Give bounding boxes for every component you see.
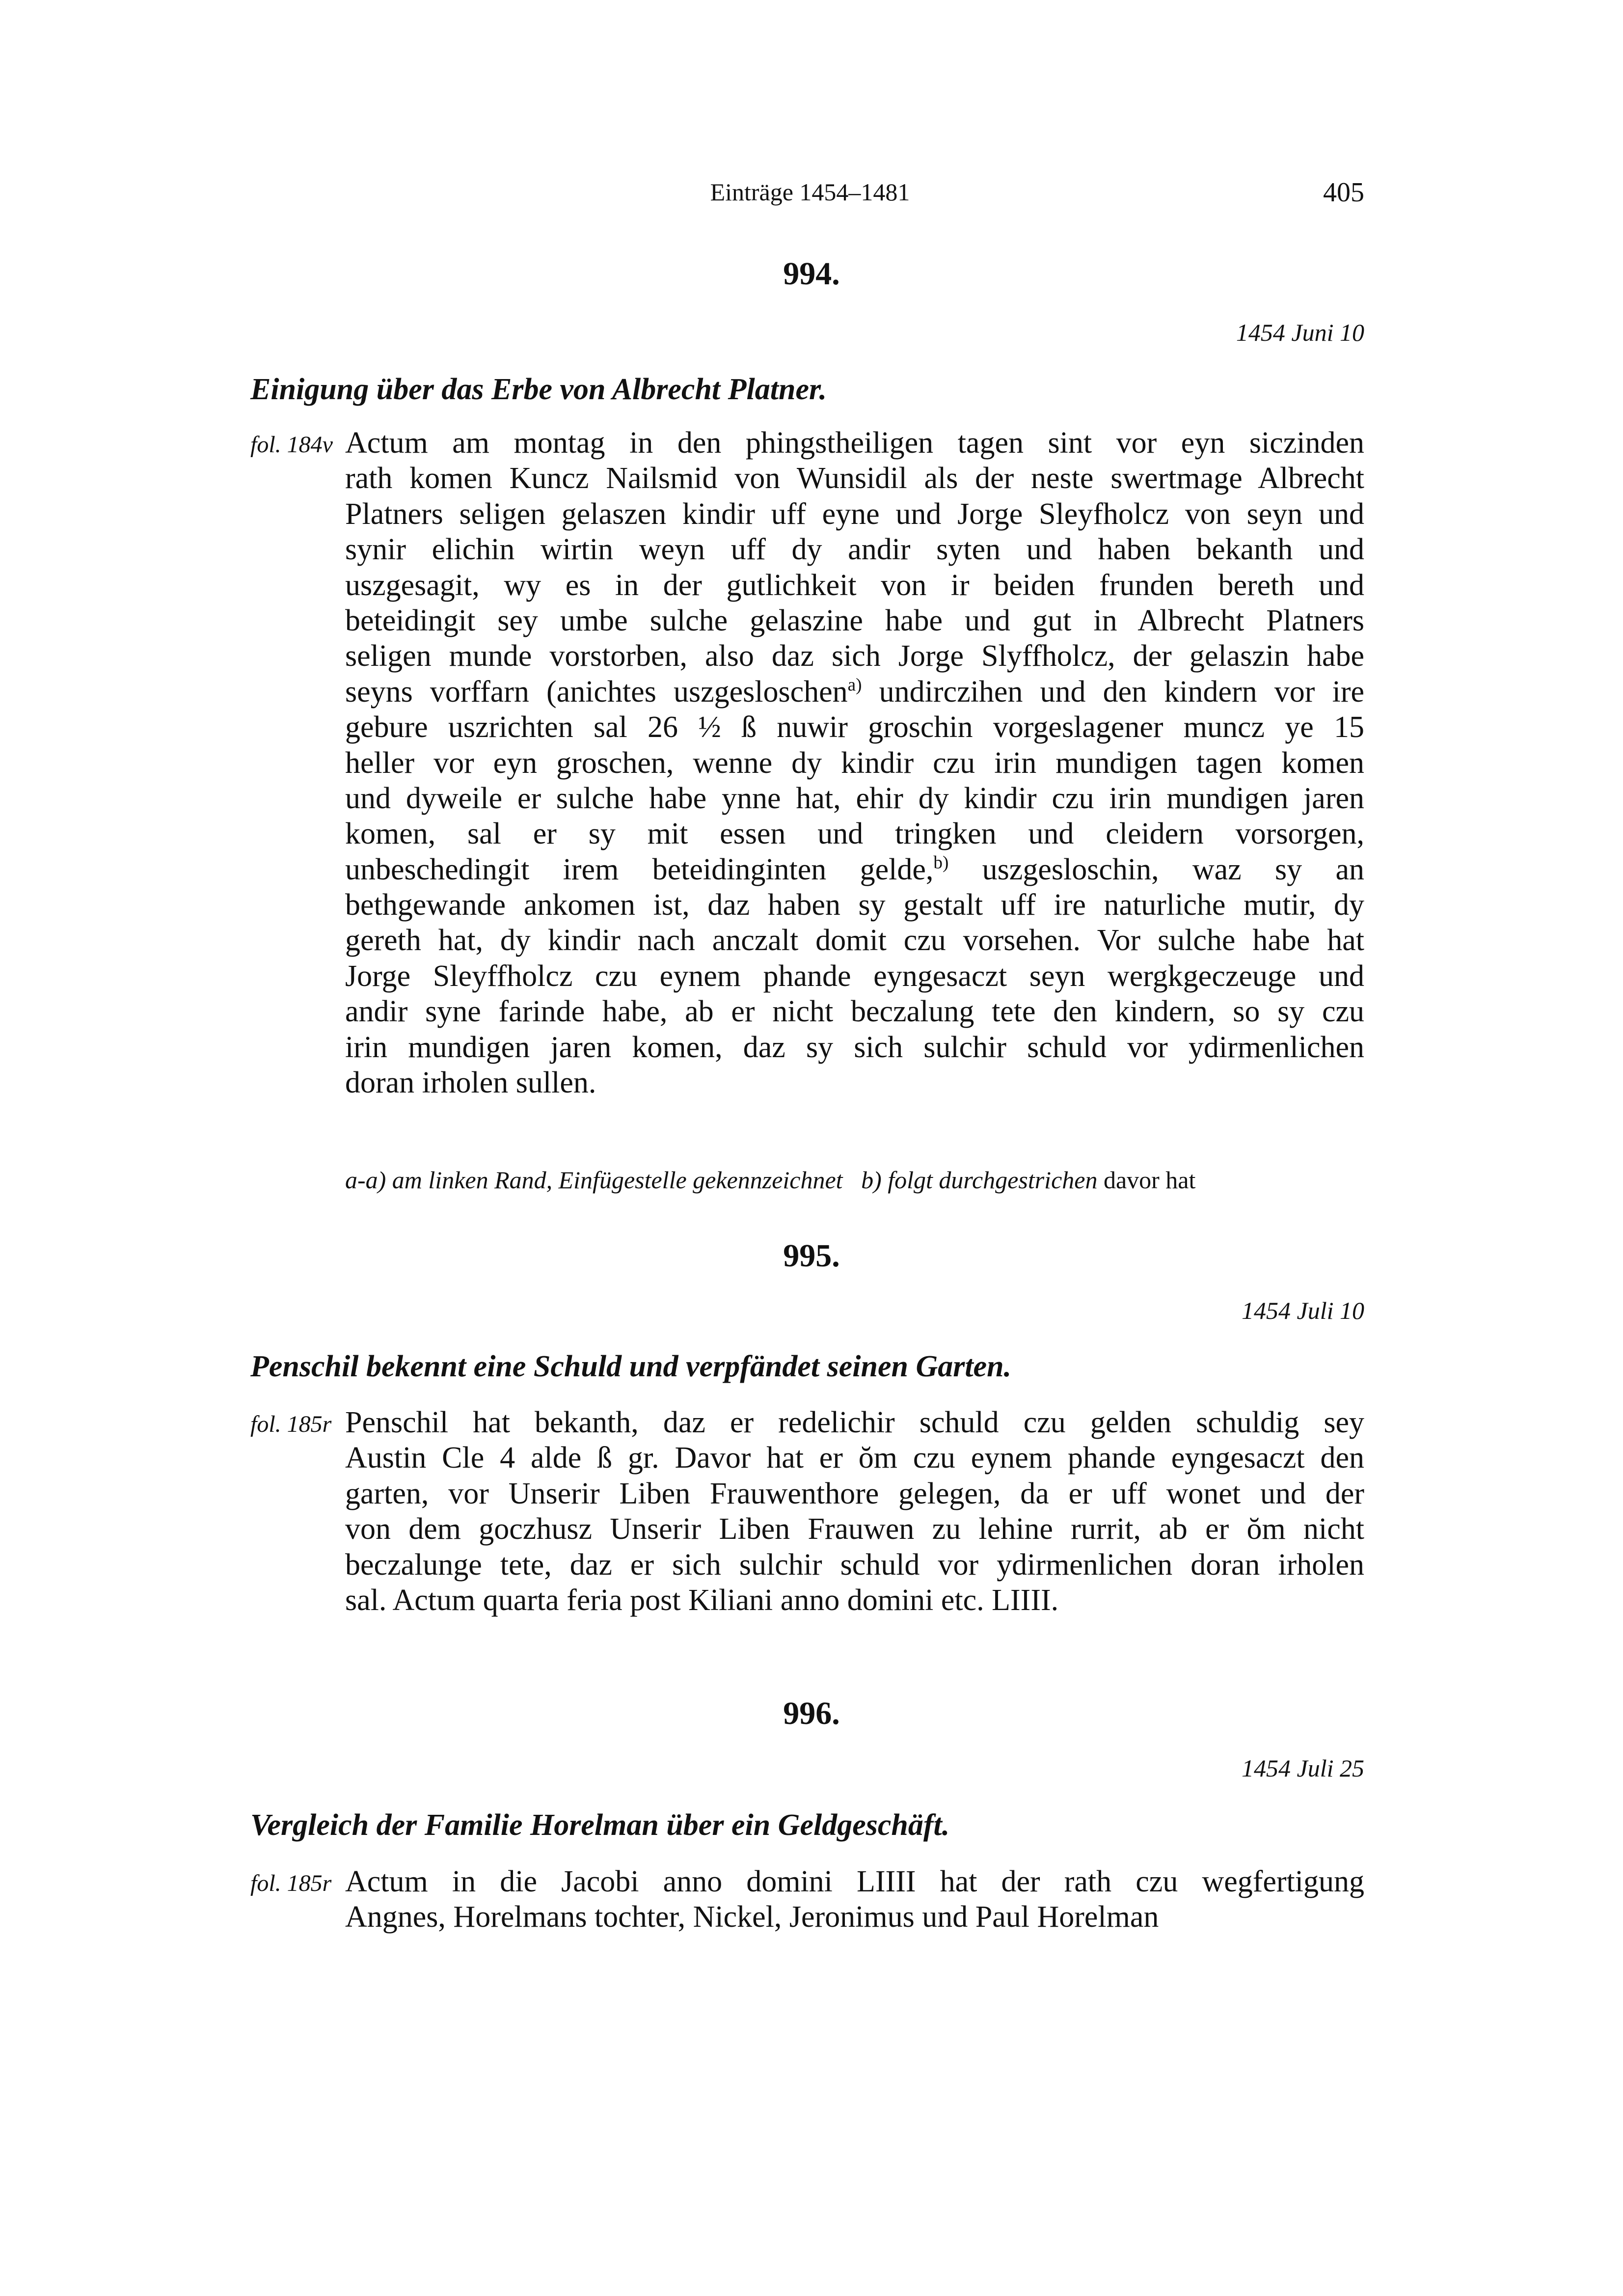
body-text-segment: beteidingit sey umbe sulche gelaszine habe und gut in Albrecht Platners (345, 603, 1364, 637)
body-text-segment: sal. Actum quarta feria post Kiliani anno domini etc. LIIII. (345, 1583, 1059, 1617)
body-text-segment: Jorge Sleyffholcz czu eynem phande eyngesaczt seyn wergkgeczeuge und (345, 959, 1364, 993)
body-text-segment: Austin Cle 4 alde ß gr. Davor hat er ŏm czu eynem phande eyngesaczt den (345, 1441, 1364, 1475)
body-line (345, 1476, 1364, 1511)
body-text-segment: und dyweile er sulche habe ynne hat, ehir dy kindir czu irin mundigen jaren (345, 781, 1364, 815)
body-text-segment: gereth hat, dy kindir nach anczalt domit czu vorsehen. Vor sulche habe hat (345, 924, 1364, 957)
body-line (345, 1864, 1364, 1899)
body-text-segment: undirczihen und den kindern vor ire (862, 675, 1364, 709)
entry-title-994: Einigung über das Erbe von Albrecht Platner. (250, 373, 827, 406)
body-text-segment: bethgewande ankomen ist, daz haben sy gestalt uff ire naturliche mutir, dy (345, 888, 1364, 922)
body-text-segment: uszgesloschin, waz sy an (948, 852, 1364, 886)
entry-number-994: 994. (783, 256, 840, 292)
body-text-segment: uszgesagit, wy es in der gutlichkeit von ir beiden frunden bereth und (345, 568, 1364, 602)
body-text-segment: Platners seligen gelaszen kindir uff eyne und Jorge Sleyfholcz von seyn und (345, 497, 1364, 531)
body-text-segment: komen, sal er sy mit essen und tringken und cleidern vorsorgen, (345, 817, 1364, 851)
entry-date-994: 1454 Juni 10 (1236, 319, 1364, 346)
body-text-segment: gebure uszrichten sal 26 ½ ß nuwir groschin vorgeslagener muncz ye 15 (345, 711, 1364, 744)
body-text-segment: synir elichin wirtin weyn uff dy andir syten und haben bekanth und (345, 533, 1364, 567)
body-line (345, 1405, 1364, 1440)
entry-date-996: 1454 Juli 25 (1242, 1754, 1364, 1782)
footnote-marker: a) (847, 675, 862, 695)
running-title: Einträge 1454–1481 (710, 178, 910, 206)
body-line (345, 568, 1364, 603)
body-line (345, 710, 1364, 745)
body-line (345, 1511, 1364, 1547)
body-text-segment: nichtes uszgesloschen (570, 675, 848, 709)
body-text-segment: seligen munde vorstorben, also daz sich Jorge Slyffholcz, der gelaszin habe (345, 639, 1364, 673)
entry-number-996: 996. (783, 1695, 840, 1731)
body-line (345, 1065, 1364, 1100)
body-text-segment: Penschil hat bekanth, daz er redelichir schuld czu gelden schuldig sey (345, 1406, 1364, 1439)
body-line (345, 816, 1364, 851)
body-line (345, 425, 1364, 461)
body-line (345, 1583, 1364, 1618)
body-line (345, 923, 1364, 958)
body-line (345, 532, 1364, 567)
body-text-segment: beczalunge tete, daz er sich sulchir schuld vor ydirmenlichen doran irholen (345, 1548, 1364, 1582)
body-text-segment: unbeschedingit irem beteidinginten gelde, (345, 852, 934, 886)
entry-date-995: 1454 Juli 10 (1242, 1297, 1364, 1324)
body-text-segment: Actum am montag in den phingstheiligen tagen sint vor eyn siczinden (345, 426, 1364, 460)
entry-body-995 (345, 1405, 1364, 1618)
footnote-b-text: davor hat (1103, 1166, 1196, 1194)
body-text-segment: seyns vorffarn (a (345, 675, 570, 709)
footnote-a: a-a) am linken Rand, Einfügestelle gekennzeichnet (345, 1166, 843, 1194)
body-line (345, 461, 1364, 496)
body-text-segment: andir syne farinde habe, ab er nicht beczalung tete den kindern, so sy czu (345, 995, 1364, 1029)
body-line (345, 745, 1364, 781)
body-line (345, 781, 1364, 816)
body-text-segment: Actum in die Jacobi anno domini LIIII hat der rath czu wegfertigung (345, 1865, 1364, 1898)
body-line (345, 1030, 1364, 1065)
body-line (345, 887, 1364, 923)
folio-996: fol. 185r (250, 1870, 332, 1896)
body-text-segment: irin mundigen jaren komen, daz sy sich sulchir schuld vor ydirmenlichen (345, 1030, 1364, 1064)
body-line (345, 994, 1364, 1029)
folio-995: fol. 185r (250, 1411, 332, 1437)
body-text-segment: rath komen Kuncz Nailsmid von Wunsidil als der neste swertmage Albrecht (345, 462, 1364, 495)
entry-body-994 (345, 425, 1364, 1100)
body-text-segment: garten, vor Unserir Liben Frauwenthore gelegen, da er uff wonet und der (345, 1476, 1364, 1510)
body-text-segment: Angnes, Horelmans tochter, Nickel, Jeronimus und Paul Horelman (345, 1900, 1159, 1934)
body-line (345, 852, 1364, 887)
body-line (345, 1547, 1364, 1583)
body-line (345, 674, 1364, 710)
page-number: 405 (1323, 177, 1364, 208)
body-line (345, 603, 1364, 638)
entry-body-996 (345, 1864, 1364, 1935)
body-text-segment: heller vor eyn groschen, wenne dy kindir czu irin mundigen tagen komen (345, 746, 1364, 780)
entry-title-996: Vergleich der Familie Horelman über ein Geldgeschäft. (250, 1808, 950, 1842)
footnote-marker: b) (933, 852, 949, 873)
folio-994: fol. 184v (250, 432, 333, 458)
body-line (345, 1440, 1364, 1476)
body-text-segment: doran irholen sullen. (345, 1066, 596, 1100)
body-line (345, 496, 1364, 532)
entry-title-995: Penschil bekennt eine Schuld und verpfändet seinen Garten. (250, 1350, 1012, 1383)
body-line (345, 958, 1364, 994)
body-text-segment: von dem goczhusz Unserir Liben Frauwen zu lehine rurrit, ab er ŏm nicht (345, 1512, 1364, 1546)
entry-number-995: 995. (783, 1238, 840, 1274)
footnotes-994 (345, 1165, 1425, 1195)
body-line (345, 1899, 1364, 1935)
footnote-b: b) folgt durchgestrichen (861, 1166, 1098, 1194)
body-line (345, 638, 1364, 674)
